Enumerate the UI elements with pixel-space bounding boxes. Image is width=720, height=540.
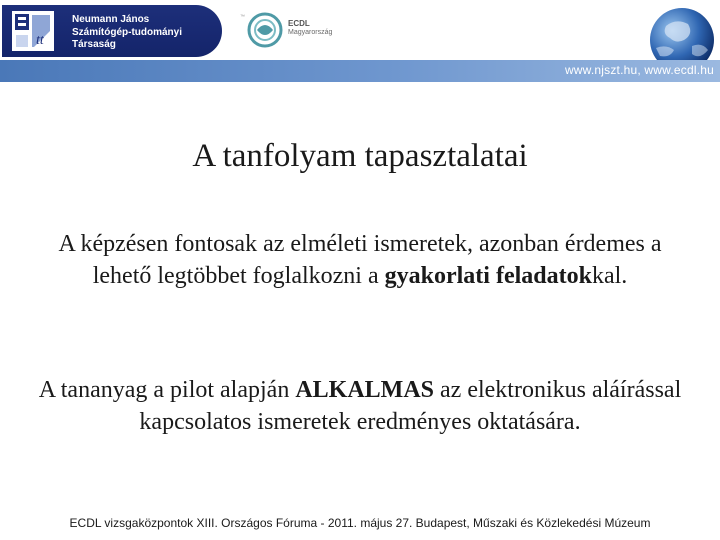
paragraph-1-text-1: A képzésen fontosak az elméleti ismeretek, azonban érdemes a lehető legtöbbet foglalkozni a — [58, 231, 662, 289]
paragraph-2-text-2: az elektronikus aláírással kapcsolatos ismeretek eredményes oktatására. — [139, 377, 682, 435]
slide-header — [0, 0, 720, 82]
slide-footer: ECDL vizsgaközpontok XIII. Országos Fóruma - 2011. május 27. Budapest, Műszaki és Közlekedési Múzeum — [69, 516, 651, 530]
trademark-icon: ™ — [240, 14, 245, 20]
paragraph-1 — [30, 228, 690, 292]
paragraph-2-text-1: A tananyag a pilot alapján — [38, 377, 296, 403]
njszt-name-line-3: Társaság — [72, 39, 116, 50]
slide-title: A tanfolyam tapasztalatai — [192, 138, 528, 174]
paragraph-1-bold: gyakorlati feladatok — [384, 263, 592, 289]
njszt-logo-icon — [12, 11, 54, 51]
njszt-name-line-1: Neumann János — [72, 14, 150, 25]
njszt-logo-banner — [2, 5, 222, 57]
website-urls: www.njszt.hu, www.ecdl.hu — [564, 63, 714, 77]
paragraph-2-bold: ALKALMAS — [295, 377, 435, 403]
paragraph-2 — [30, 374, 690, 438]
ecdl-logo-icon — [247, 12, 283, 48]
njszt-name-line-2: Számítógép-tudományi — [72, 26, 183, 38]
njszt-name — [72, 14, 182, 52]
paragraph-1-text-2: kal. — [591, 263, 628, 289]
ecdl-name-line-1: ECDL — [288, 19, 310, 28]
ecdl-name-line-2: Magyarország — [288, 29, 333, 36]
svg-text:tt: tt — [36, 33, 44, 48]
ecdl-name — [288, 19, 332, 37]
globe-icon — [636, 4, 716, 64]
